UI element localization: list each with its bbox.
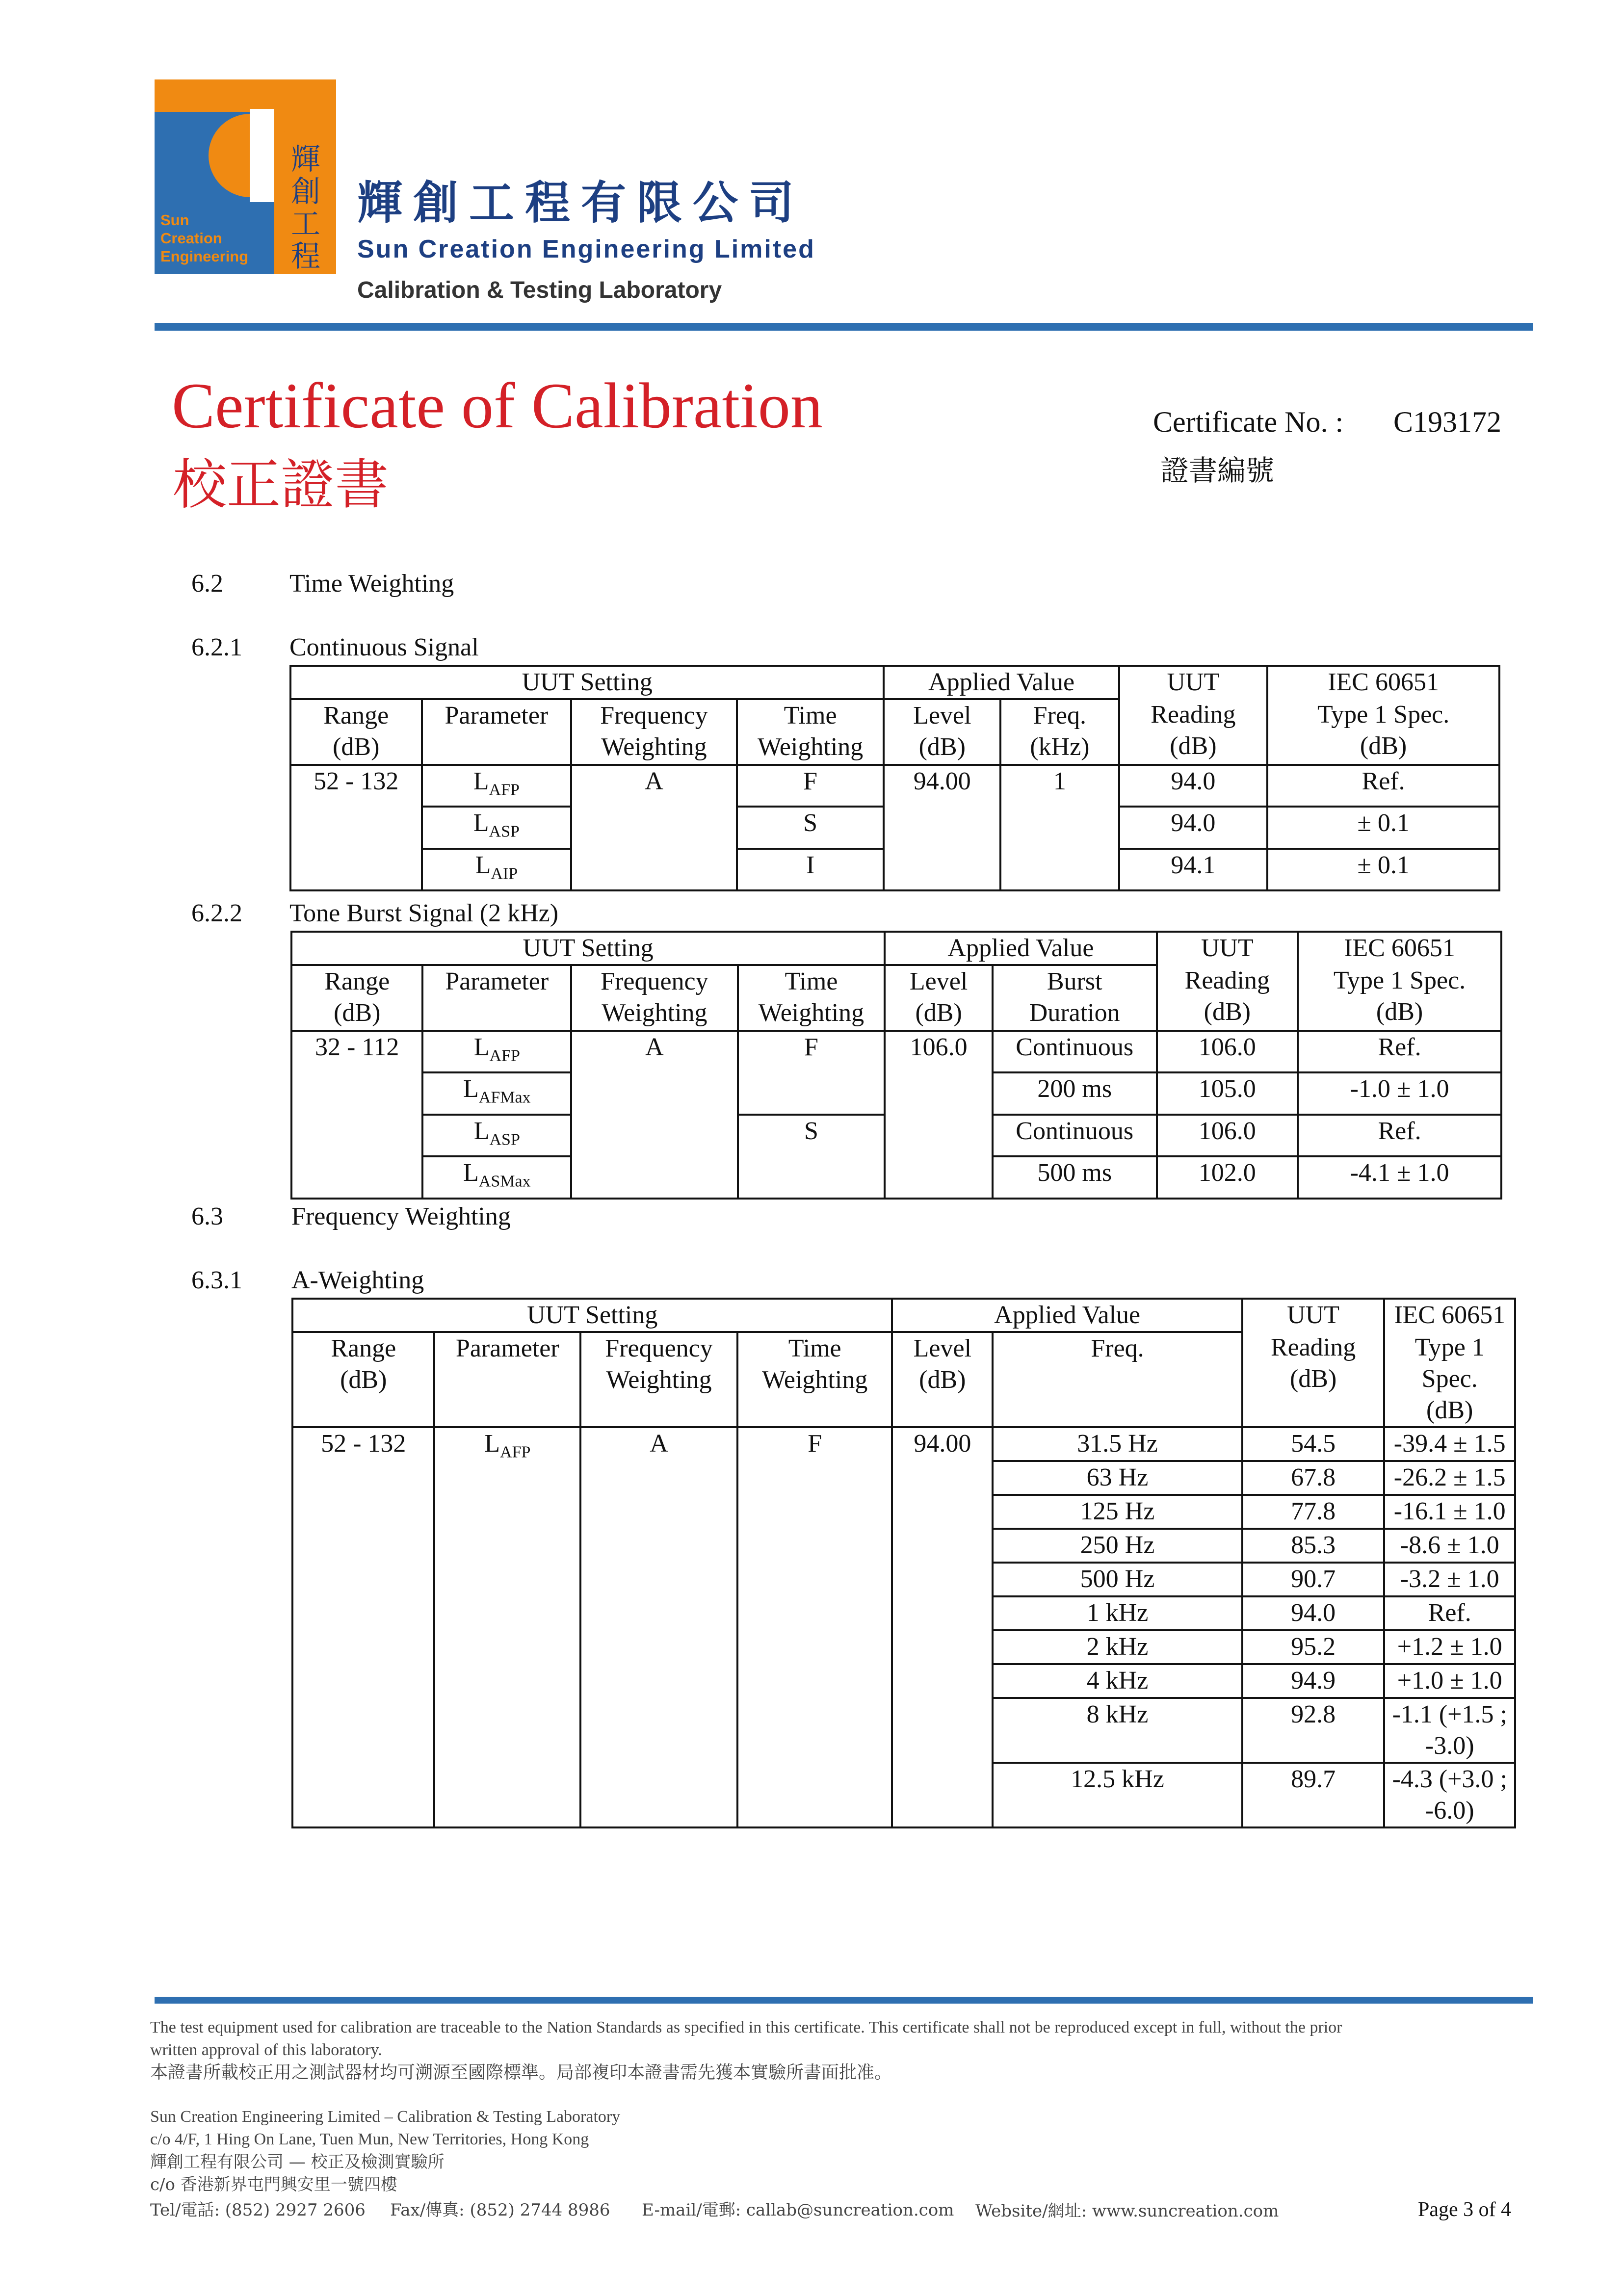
- table-row: [291, 1031, 1501, 1072]
- reading-cell: 95.2: [1242, 1630, 1385, 1664]
- footer-address: [150, 2106, 620, 2196]
- certificate-number: C193172: [1393, 406, 1502, 438]
- freq-cell: 250 Hz: [993, 1529, 1242, 1563]
- level-header: Level (dB): [892, 1332, 993, 1427]
- page-number: Page 3 of 4: [1418, 2198, 1512, 2221]
- logo-zh-char: 工: [291, 207, 320, 241]
- company-name-chinese: 輝創工程有限公司: [357, 177, 805, 229]
- burst-duration-cell: Continuous: [993, 1115, 1157, 1156]
- iec-header: IEC 60651: [1298, 932, 1501, 965]
- address-line: Sun Creation Engineering Limited – Calibration & Testing Laboratory: [150, 2108, 621, 2126]
- level-header: Level (dB): [885, 965, 993, 1031]
- parameter-cell: $L_{AFMax}$: [422, 1072, 571, 1114]
- freq-cell: 1 kHz: [993, 1596, 1242, 1630]
- logo-sun-cut: [250, 109, 274, 202]
- notice-line-chinese: 本證書所載校正用之測試器材均可溯源至國際標準。局部複印本證書需先獲本實驗所書面批准。: [150, 2062, 892, 2083]
- footer-notice: [150, 2016, 1342, 2084]
- address-line-chinese: c/o 香港新界屯門興安里一號四樓: [150, 2175, 397, 2194]
- range-header: Range (dB): [290, 699, 422, 765]
- spec-header: Type 1 Spec. (dB): [1298, 965, 1501, 1031]
- company-logo: [155, 79, 336, 274]
- iec-header: IEC 60651: [1267, 666, 1499, 699]
- freq-cell: 1: [1000, 765, 1119, 890]
- parameter-cell: $L_{ASP}$: [422, 1115, 571, 1156]
- section-title: Frequency Weighting: [291, 1202, 511, 1230]
- reading-cell: 90.7: [1242, 1563, 1385, 1596]
- range-cell: 32 - 112: [291, 1031, 422, 1199]
- time-weighting-header: Time Weighting: [737, 1332, 892, 1427]
- freq-cell: 12.5 kHz: [993, 1763, 1242, 1827]
- uut-header: UUT: [1119, 666, 1268, 699]
- burst-duration-cell: 500 ms: [993, 1156, 1157, 1198]
- lab-name: Calibration & Testing Laboratory: [357, 277, 722, 303]
- certificate-number-label-chinese: 證書編號: [1160, 454, 1275, 487]
- table-row: [292, 1427, 1515, 1461]
- time-weighting-cell: F: [737, 765, 884, 807]
- reading-cell: 67.8: [1242, 1461, 1385, 1495]
- freq-cell: 125 Hz: [993, 1495, 1242, 1529]
- address-line: c/o 4/F, 1 Hing On Lane, Tuen Mun, New Territories, Hong Kong: [150, 2130, 589, 2148]
- frequency-weighting-header: Frequency Weighting: [571, 965, 738, 1031]
- time-weighting-cell: F: [737, 1427, 892, 1827]
- spec-header: Type 1 Spec. (dB): [1267, 699, 1499, 765]
- time-weighting-cell: I: [737, 849, 884, 890]
- notice-line: The test equipment used for calibration are traceable to the Nation Standards as specified in this certificate. This certificate shall not be reproduced except in full, without the prior: [150, 2018, 1342, 2036]
- spec-cell: Ref.: [1298, 1031, 1501, 1072]
- section-title: A-Weighting: [291, 1266, 424, 1294]
- spec-cell: -1.1 (+1.5 ; -3.0): [1384, 1698, 1515, 1763]
- burst-duration-header: Burst Duration: [993, 965, 1157, 1031]
- freq-cell: 500 Hz: [993, 1563, 1242, 1596]
- freq-cell: 63 Hz: [993, 1461, 1242, 1495]
- time-weighting-cell: S: [737, 807, 884, 848]
- level-cell: 94.00: [892, 1427, 993, 1827]
- freq-cell: 31.5 Hz: [993, 1427, 1242, 1461]
- logo-en-line: Engineering: [160, 248, 249, 265]
- parameter-cell: $L_{AFP}$: [422, 1031, 571, 1072]
- frequency-weighting-cell: A: [571, 765, 737, 890]
- section-number: 6.3.1: [191, 1266, 242, 1294]
- burst-duration-cell: Continuous: [993, 1031, 1157, 1072]
- applied-value-header: Applied Value: [892, 1299, 1242, 1332]
- notice-line: written approval of this laboratory.: [150, 2041, 382, 2059]
- spec-cell: Ref.: [1267, 765, 1499, 807]
- level-header: Level (dB): [884, 699, 1000, 765]
- certificate-title-chinese: 校正證書: [173, 453, 389, 516]
- logo-zh-char: 創: [291, 175, 320, 209]
- logo-zh-char: 輝: [291, 142, 320, 177]
- freq-header: Freq.: [993, 1332, 1242, 1427]
- reading-cell: 106.0: [1157, 1031, 1298, 1072]
- spec-cell: -4.1 ± 1.0: [1298, 1156, 1501, 1198]
- spec-cell: -26.2 ± 1.5: [1384, 1461, 1515, 1495]
- range-cell: 52 - 132: [290, 765, 422, 890]
- reading-cell: 94.0: [1242, 1596, 1385, 1630]
- spec-cell: Ref.: [1384, 1596, 1515, 1630]
- section-number: 6.3: [191, 1202, 223, 1230]
- tel-number: Tel/電話: (852) 2927 2606: [150, 2200, 366, 2220]
- reading-cell: 94.0: [1119, 807, 1268, 848]
- parameter-header: Parameter: [434, 1332, 580, 1427]
- spec-cell: -4.3 (+3.0 ; -6.0): [1384, 1763, 1515, 1827]
- uut-header: UUT: [1242, 1299, 1385, 1332]
- parameter-header: Parameter: [422, 965, 571, 1031]
- reading-cell: 54.5: [1242, 1427, 1385, 1461]
- section-title: Tone Burst Signal (2 kHz): [289, 899, 559, 927]
- frequency-weighting-cell: A: [580, 1427, 737, 1827]
- spec-cell: +1.0 ± 1.0: [1384, 1664, 1515, 1698]
- level-cell: 94.00: [884, 765, 1000, 890]
- logo-english-text: [160, 211, 248, 265]
- tone-burst-table: [290, 931, 1502, 1200]
- spec-cell: ± 0.1: [1267, 849, 1499, 890]
- parameter-cell: $L_{ASP}$: [422, 807, 572, 848]
- reading-cell: 94.0: [1119, 765, 1268, 807]
- section-number: 6.2.2: [191, 899, 242, 927]
- reading-cell: 102.0: [1157, 1156, 1298, 1198]
- level-cell: 106.0: [885, 1031, 993, 1199]
- range-header: Range (dB): [292, 1332, 434, 1427]
- section-number: 6.2.1: [191, 633, 242, 661]
- spec-header: Type 1 Spec. (dB): [1384, 1332, 1515, 1427]
- company-name-english: Sun Creation Engineering Limited: [357, 235, 815, 263]
- freq-cell: 2 kHz: [993, 1630, 1242, 1664]
- footer-divider: [155, 1997, 1533, 2004]
- applied-value-header: Applied Value: [885, 932, 1156, 965]
- spec-cell: -39.4 ± 1.5: [1384, 1427, 1515, 1461]
- time-weighting-header: Time Weighting: [737, 699, 884, 765]
- reading-cell: 92.8: [1242, 1698, 1385, 1763]
- spec-cell: -3.2 ± 1.0: [1384, 1563, 1515, 1596]
- reading-cell: 77.8: [1242, 1495, 1385, 1529]
- certificate-number-label: Certificate No. :: [1153, 406, 1344, 438]
- uut-header: UUT: [1157, 932, 1298, 965]
- reading-cell: 105.0: [1157, 1072, 1298, 1114]
- spec-cell: -8.6 ± 1.0: [1384, 1529, 1515, 1563]
- website-link[interactable]: Website/網址: www.suncreation.com: [975, 2201, 1279, 2221]
- freq-cell: 4 kHz: [993, 1664, 1242, 1698]
- header-divider: [155, 323, 1533, 331]
- spec-cell: +1.2 ± 1.0: [1384, 1630, 1515, 1664]
- time-weighting-cell: S: [738, 1115, 885, 1199]
- logo-en-line: Creation: [160, 230, 222, 247]
- spec-cell: ± 0.1: [1267, 807, 1499, 848]
- range-cell: 52 - 132: [292, 1427, 434, 1827]
- freq-header: Freq. (kHz): [1000, 699, 1119, 765]
- certificate-title: Certificate of Calibration: [172, 369, 823, 442]
- logo-orange-top: [155, 79, 336, 112]
- uut-setting-header: UUT Setting: [291, 932, 885, 965]
- uut-setting-header: UUT Setting: [290, 666, 884, 699]
- a-weighting-table: [291, 1298, 1516, 1828]
- logo-en-line: Sun: [160, 211, 189, 229]
- spec-cell: -1.0 ± 1.0: [1298, 1072, 1501, 1114]
- logo-zh-char: 程: [291, 239, 320, 274]
- parameter-cell: $L_{AFP}$: [434, 1427, 580, 1827]
- frequency-weighting-cell: A: [571, 1031, 738, 1199]
- logo-chinese-text: [281, 143, 330, 273]
- table-row: [290, 765, 1499, 807]
- parameter-header: Parameter: [422, 699, 572, 765]
- burst-duration-cell: 200 ms: [993, 1072, 1157, 1114]
- time-weighting-cell: F: [738, 1031, 885, 1115]
- reading-cell: 94.1: [1119, 849, 1268, 890]
- frequency-weighting-header: Frequency Weighting: [580, 1332, 737, 1427]
- range-header: Range (dB): [291, 965, 422, 1031]
- parameter-cell: $L_{ASMax}$: [422, 1156, 571, 1198]
- parameter-cell: $L_{AFP}$: [422, 765, 572, 807]
- section-title: Continuous Signal: [289, 633, 479, 661]
- time-weighting-header: Time Weighting: [738, 965, 885, 1031]
- spec-cell: -16.1 ± 1.0: [1384, 1495, 1515, 1529]
- reading-cell: 89.7: [1242, 1763, 1385, 1827]
- uut-setting-header: UUT Setting: [292, 1299, 892, 1332]
- continuous-signal-table: [289, 665, 1500, 891]
- applied-value-header: Applied Value: [884, 666, 1119, 699]
- reading-header: Reading (dB): [1119, 699, 1268, 765]
- section-number: 6.2: [191, 570, 223, 598]
- iec-header: IEC 60651: [1384, 1299, 1515, 1332]
- reading-cell: 94.9: [1242, 1664, 1385, 1698]
- reading-header: Reading (dB): [1242, 1332, 1385, 1427]
- section-title: Time Weighting: [289, 570, 454, 598]
- reading-cell: 85.3: [1242, 1529, 1385, 1563]
- email-link[interactable]: E-mail/電郵: callab@suncreation.com: [642, 2200, 954, 2220]
- spec-cell: Ref.: [1298, 1115, 1501, 1156]
- reading-cell: 106.0: [1157, 1115, 1298, 1156]
- parameter-cell: $L_{AIP}$: [422, 849, 572, 890]
- address-line-chinese: 輝創工程有限公司 — 校正及檢測實驗所: [150, 2152, 445, 2172]
- reading-header: Reading (dB): [1157, 965, 1298, 1031]
- fax-number: Fax/傳真: (852) 2744 8986: [390, 2200, 610, 2220]
- freq-cell: 8 kHz: [993, 1698, 1242, 1763]
- frequency-weighting-header: Frequency Weighting: [571, 699, 737, 765]
